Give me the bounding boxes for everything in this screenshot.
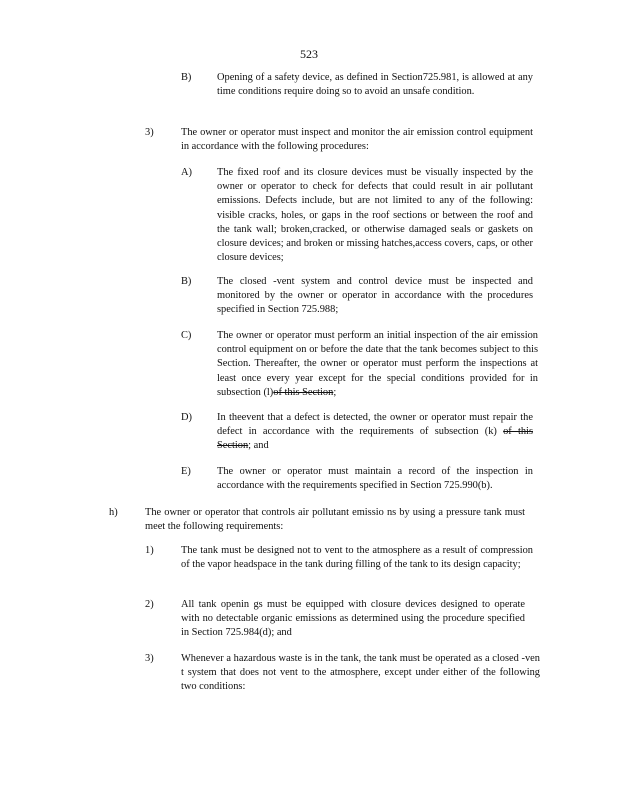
- struck-text: of this Section: [273, 386, 334, 398]
- item-label: A): [181, 167, 192, 178]
- item-label: E): [181, 466, 191, 477]
- item-text: Whenever a hazardous waste is in the tank, the tank must be operated as a closed -ven t system that does not vent to the atmosphere, except under either of the following two conditions:: [181, 653, 540, 693]
- item-text-tail: ;: [333, 386, 337, 398]
- item-text: Opening of a safety device, as defined in Section725.981, is allowed at any time conditions require doing so to avoid an unsafe condition.: [217, 72, 533, 98]
- item-label: 2): [145, 599, 154, 610]
- item-text-main: In theevent that a defect is detected, the owner or operator must repair the defect in accordance with the requirements of subsection (k): [217, 412, 533, 438]
- item-text: [217, 329, 538, 400]
- item-label: 3): [145, 653, 154, 664]
- item-label: 3): [145, 127, 154, 138]
- item-label: B): [181, 72, 192, 83]
- item-text: All tank openin gs must be equipped with closure devices designed to operate with no detectable organic emissions as determined using the procedure specified in Section 725.984(d); and: [181, 599, 525, 639]
- page-number: 523: [300, 47, 318, 61]
- item-text: The tank must be designed not to vent to the atmosphere as a result of compression of the vapor headspace in the tank during filling of the tank to its design capacity;: [181, 545, 533, 571]
- item-text-main: The owner or operator must perform an initial inspection of the air emission control equipment on or before the date that the tank becomes subject to this Section. Thereafter, the owner or operator must perform the inspections at least once every year except for the special conditions provided for in subsection (l): [217, 330, 538, 398]
- item-label: h): [109, 507, 118, 518]
- item-text: The owner or operator must inspect and monitor the air emission control equipment in accordance with the following procedures:: [181, 127, 533, 153]
- struck-text: of this Section: [217, 426, 533, 452]
- item-label: C): [181, 330, 192, 341]
- item-label: D): [181, 412, 192, 423]
- item-text: [217, 411, 533, 454]
- item-label: 1): [145, 545, 154, 556]
- item-label: B): [181, 276, 192, 287]
- item-text-tail: ; and: [248, 440, 269, 452]
- item-text: The fixed roof and its closure devices must be visually inspected by the owner or operator to check for defects that could result in air pollutant emissions. Defects include, but are not limited to any of the following: visible cracks, holes, or gaps in the roof sections or between the roof and the tank wall; broken,cracked, or otherwise damaged seals or gaskets on closure devices; and broken or missing hatches,access covers, caps, or other closure devices;: [217, 167, 533, 264]
- item-text: The owner or operator must maintain a record of the inspection in accordance with the requirements specified in Section 725.990(b).: [217, 466, 533, 492]
- item-text: The closed -vent system and control device must be inspected and monitored by the owner or operator in accordance with the procedures specified in Section 725.988;: [217, 276, 533, 316]
- item-text: The owner or operator that controls air pollutant emissio ns by using a pressure tank must meet the following requirements:: [145, 507, 525, 533]
